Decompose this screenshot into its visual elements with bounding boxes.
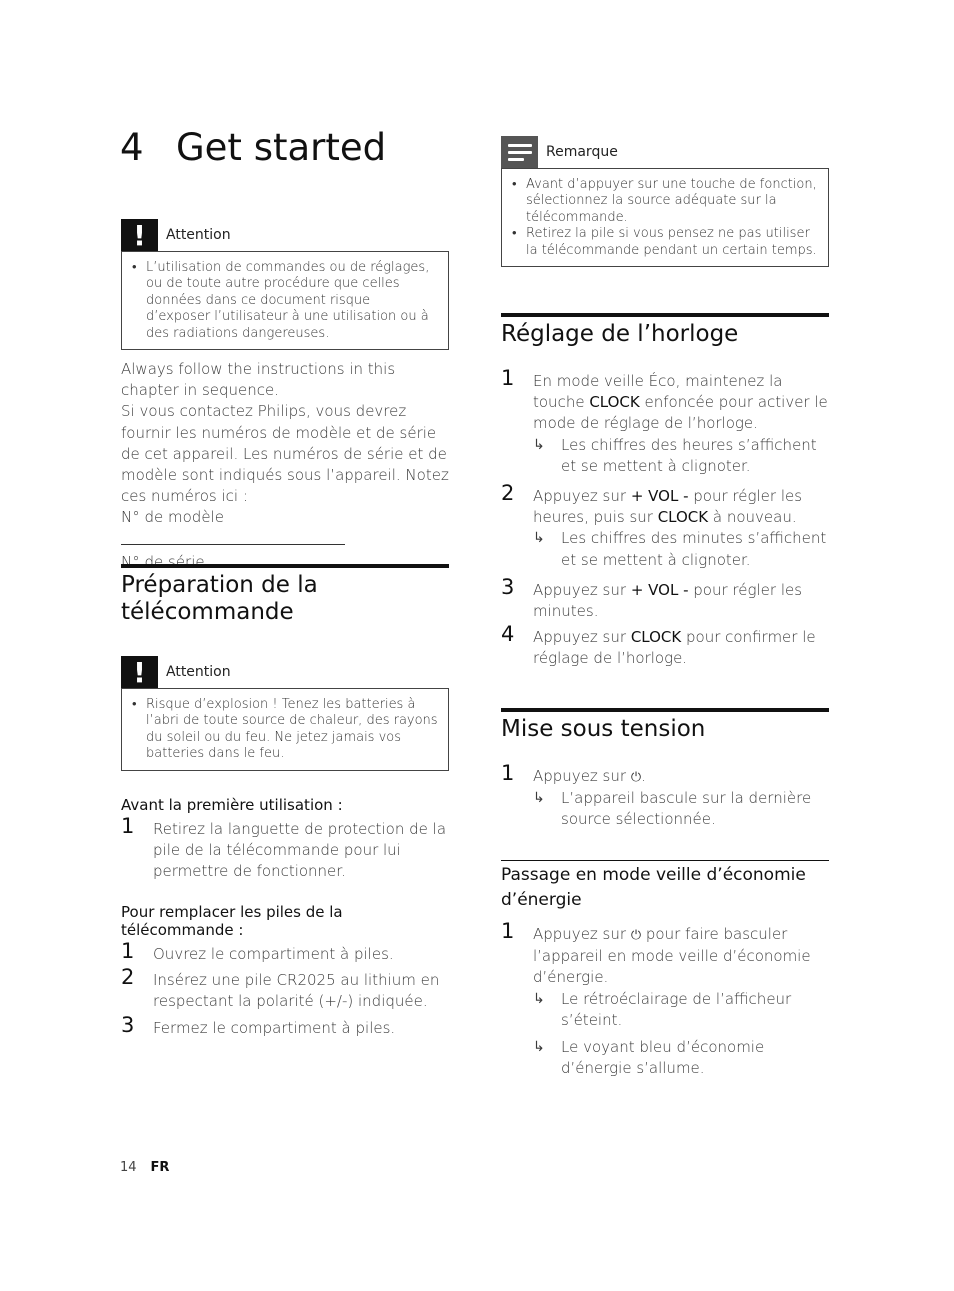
caution-item: • Risque d’explosion ! Tenez les batteries à l’abri de toute source de chaleur, des rayons du soleil ou du feu. Ne jetez jamais vos batteries dans le feu. xyxy=(132,697,438,763)
language-code: FR xyxy=(150,1160,170,1175)
step-number: 1 xyxy=(501,761,515,785)
step-result xyxy=(533,435,829,477)
step-text: pour régler les heures, puis sur xyxy=(533,487,803,527)
exclamation-icon: ! xyxy=(121,656,158,688)
step-number: 1 xyxy=(501,919,515,943)
result-arrow-icon: ↳ xyxy=(533,530,545,547)
step-text: Fermez le compartiment à piles. xyxy=(153,1018,396,1037)
note-item: • Retirez la pile si vous pensez ne pas utiliser la télécommande pendant un certain temps. xyxy=(512,226,818,259)
step xyxy=(501,574,829,622)
step-number: 4 xyxy=(501,622,515,647)
step xyxy=(501,366,829,477)
exclamation-icon: ! xyxy=(121,219,158,251)
step xyxy=(121,965,453,1012)
clock-key: CLOCK xyxy=(589,393,640,412)
note-lines-icon xyxy=(501,136,538,168)
page-footer xyxy=(120,1160,169,1175)
model-number-line xyxy=(121,507,449,550)
power-steps xyxy=(501,761,829,831)
vol-key: + VOL - xyxy=(630,580,689,599)
step-text: Ouvrez le compartiment à piles. xyxy=(153,945,394,963)
clock-key: CLOCK xyxy=(657,508,709,527)
step xyxy=(121,939,449,965)
step xyxy=(121,1012,449,1039)
intro-text xyxy=(121,359,449,573)
step xyxy=(501,761,829,831)
step-number: 3 xyxy=(501,574,515,599)
step-result xyxy=(533,989,829,1031)
result-arrow-icon: ↳ xyxy=(533,790,545,807)
step-text: pour faire basculer l’appareil en mode veille d’économie d’énergie. xyxy=(533,925,811,987)
step-text: Appuyez sur xyxy=(533,767,631,785)
step-text: pour confirmer le réglage de l’horloge. xyxy=(533,628,816,668)
step xyxy=(121,814,453,883)
step-text: Appuyez sur xyxy=(533,925,631,943)
step-text: . xyxy=(641,767,646,785)
caution-label: Attention xyxy=(166,227,231,243)
note-item: • Avant d’appuyer sur une touche de fonction, sélectionnez la source adéquate sur la télécommande. xyxy=(512,177,818,226)
step-text: pour régler les minutes. xyxy=(533,580,803,621)
step xyxy=(501,919,829,1079)
replace-battery-lead: Pour remplacer les piles de la télécommande : xyxy=(121,903,343,939)
intro-paragraph-1: Always follow the instructions in this chapter in sequence. xyxy=(121,360,396,400)
intro-paragraph-2: Si vous contactez Philips, vous devrez fournir les numéros de modèle et de série de cet appareil. Les numéros de série et de modèle sont indiqués sous l’appareil. Notez ces numéros ici : xyxy=(121,402,449,506)
step-number: 1 xyxy=(121,814,135,838)
first-use-lead: Avant la première utilisation : xyxy=(121,796,343,814)
step-result xyxy=(533,788,829,830)
note-body xyxy=(501,168,829,267)
caution-box-2 xyxy=(121,656,449,771)
caution-box-1 xyxy=(121,219,449,350)
subsection-heading-eco: Passage en mode veille d’économie d’énergie xyxy=(501,860,829,913)
step-number: 3 xyxy=(121,1012,135,1037)
result-text: Les chiffres des heures s’affichent et se mettent à clignoter. xyxy=(561,435,817,475)
eco-steps xyxy=(501,919,829,1079)
model-number-blank[interactable] xyxy=(121,529,345,545)
result-text: Les chiffres des minutes s’affichent et se mettent à clignoter. xyxy=(561,529,827,569)
chapter-title xyxy=(120,126,386,169)
step-text: Appuyez sur xyxy=(533,580,631,599)
caution-header xyxy=(121,656,449,688)
step xyxy=(501,481,829,571)
note-label: Remarque xyxy=(546,144,618,160)
replace-battery-block xyxy=(121,903,449,1039)
note-header xyxy=(501,136,829,168)
caution-item: • L’utilisation de commandes ou de réglages, ou de toute autre procédure que celles données dans ce document risque d’exposer l’utilisateur à une utilisation ou à des radiations dangereuses. xyxy=(132,260,438,342)
step-text: enfoncée pour activer le mode de réglage de l’horloge. xyxy=(533,393,828,433)
chapter-title-text: Get started xyxy=(176,126,387,169)
step-text: Retirez la languette de protection de la pile de la télécommande pour lui permettre de fonctionner. xyxy=(153,820,447,881)
result-arrow-icon: ↳ xyxy=(533,1039,545,1056)
chapter-number: 4 xyxy=(120,126,144,169)
result-text: Le rétroéclairage de l’afficheur s’éteint. xyxy=(561,989,792,1029)
caution-header xyxy=(121,219,449,251)
step-text: En mode veille Éco, maintenez la touche xyxy=(533,372,783,412)
vol-key: + VOL - xyxy=(630,487,689,506)
clock-steps xyxy=(501,366,829,670)
serial-number-label: N° de série xyxy=(121,552,205,571)
first-use-block xyxy=(121,796,449,883)
step-text: Insérez une pile CR2025 au lithium en respectant la polarité (+/-) indiquée. xyxy=(153,971,440,1011)
step-number: 1 xyxy=(121,939,135,963)
model-number-label: N° de modèle xyxy=(121,508,224,527)
power-icon: ⏻ xyxy=(630,770,642,785)
result-arrow-icon: ↳ xyxy=(533,990,545,1007)
result-arrow-icon: ↳ xyxy=(533,436,545,453)
caution-label: Attention xyxy=(166,664,231,680)
power-icon: ⏻ xyxy=(630,928,642,943)
clock-key: CLOCK xyxy=(630,628,682,647)
step-number: 2 xyxy=(501,481,515,506)
section-heading-remote: Préparation de la télécommande xyxy=(121,564,449,626)
step xyxy=(501,622,829,669)
result-text: L’appareil bascule sur la dernière source sélectionnée. xyxy=(561,789,812,829)
step-number: 2 xyxy=(121,965,135,990)
result-text: Le voyant bleu d’économie d’énergie s’allume. xyxy=(561,1038,765,1078)
step-number: 1 xyxy=(501,366,515,390)
note-box xyxy=(501,136,829,267)
section-heading-power: Mise sous tension xyxy=(501,708,829,743)
caution-body xyxy=(121,688,449,771)
step-result xyxy=(533,1037,829,1079)
section-heading-clock: Réglage de l’horloge xyxy=(501,313,829,348)
step-result xyxy=(533,528,829,570)
caution-body xyxy=(121,251,449,350)
step-text: Appuyez sur xyxy=(533,487,631,506)
step-text: à nouveau. xyxy=(708,508,797,527)
page-number: 14 xyxy=(120,1160,137,1175)
step-text: Appuyez sur xyxy=(533,628,631,647)
